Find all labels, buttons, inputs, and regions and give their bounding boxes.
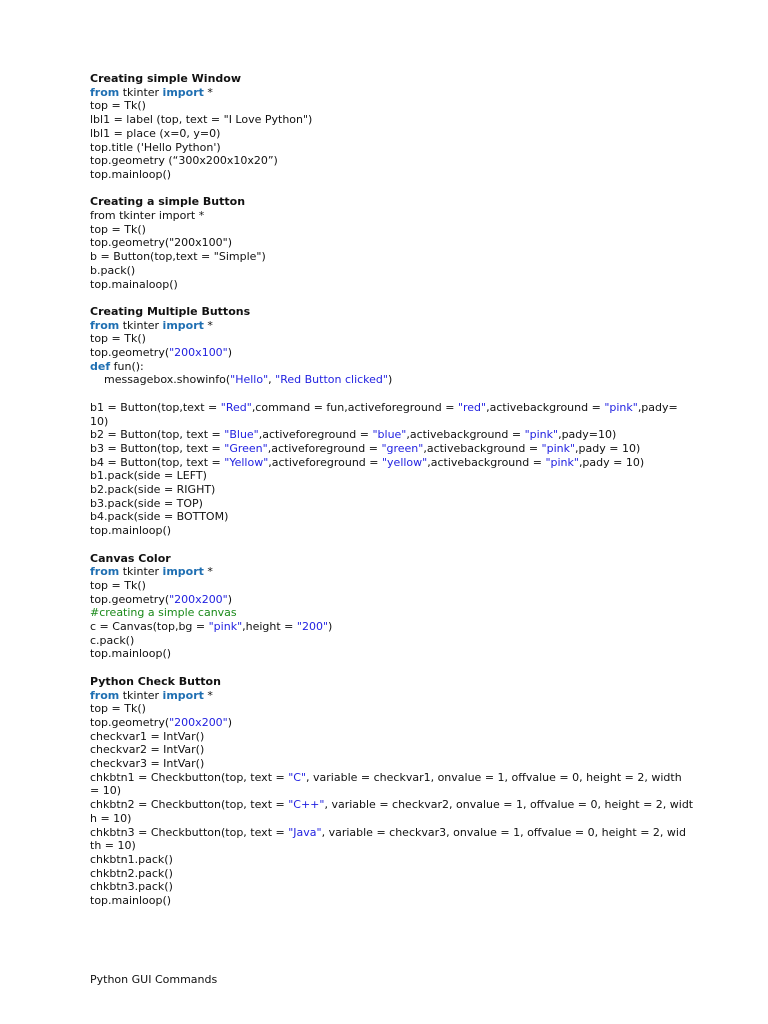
code-token: , variable = checkvar2, onvalue = 1, offvalue = 0, height = 2, widt <box>324 798 694 812</box>
code-line <box>90 415 690 429</box>
code-token: ) <box>227 346 233 360</box>
code-line <box>90 442 690 456</box>
code-line <box>90 702 690 716</box>
code-line <box>90 387 690 401</box>
section-heading: Creating Multiple Buttons <box>90 304 251 318</box>
code-line <box>90 319 690 333</box>
code-line <box>90 579 690 593</box>
code-section <box>90 552 690 662</box>
code-token: * <box>203 688 213 702</box>
string-token: "pink" <box>541 441 576 455</box>
code-line <box>90 647 690 661</box>
code-line <box>90 168 690 182</box>
string-token: "Green" <box>224 441 268 455</box>
string-token: "pink" <box>545 455 579 469</box>
string-token: "pink" <box>604 400 638 414</box>
code-token: chkbtn3.pack() <box>90 880 173 894</box>
code-line <box>90 86 690 100</box>
code-token: top = Tk() <box>90 702 146 716</box>
code-line <box>90 771 690 785</box>
code-token: c.pack() <box>90 633 135 647</box>
string-token: "green" <box>381 441 424 455</box>
code-token: b4 = Button(top, text = <box>90 455 225 469</box>
code-line <box>90 428 690 442</box>
code-line <box>90 730 690 744</box>
code-line <box>90 510 690 524</box>
code-line <box>90 784 690 798</box>
code-token: b4.pack(side = BOTTOM) <box>90 510 229 524</box>
code-token: * <box>203 318 213 332</box>
code-token: b2.pack(side = RIGHT) <box>90 483 216 497</box>
code-line <box>90 826 690 840</box>
string-token: "red" <box>457 400 487 414</box>
code-token: chkbtn1.pack() <box>90 853 173 866</box>
keyword-token: import <box>162 85 204 99</box>
string-token: "200x200" <box>169 592 228 606</box>
code-line <box>90 689 690 703</box>
code-line <box>90 839 690 853</box>
code-token: 10) <box>90 414 109 428</box>
code-token: ,activebackground = <box>486 400 605 414</box>
code-line <box>90 483 690 497</box>
code-token: ) <box>328 620 333 634</box>
string-token: "blue" <box>372 428 407 442</box>
code-line <box>90 524 690 538</box>
code-token: top.mainloop() <box>90 894 172 908</box>
code-token: th = 10) <box>90 839 136 853</box>
code-token: checkvar1 = IntVar() <box>90 729 205 743</box>
code-section <box>90 305 690 538</box>
code-token: ,pady = 10) <box>578 455 645 469</box>
code-token: , variable = checkvar1, onvalue = 1, offvalue = 0, height = 2, width <box>306 770 682 784</box>
code-line <box>90 154 690 168</box>
section-heading: Python Check Button <box>90 674 221 688</box>
code-section <box>90 674 694 908</box>
code-token: ,pady= <box>637 400 678 414</box>
code-token: ,command = fun,activeforeground = <box>251 400 458 414</box>
code-line <box>90 236 690 250</box>
code-token: chkbtn2.pack() <box>90 866 173 880</box>
code-line <box>90 880 690 894</box>
code-line <box>90 223 690 237</box>
code-line <box>90 853 690 867</box>
code-token: ,activeforeground = <box>267 441 382 455</box>
code-token: lbl1 = label (top, text = "I Love Python") <box>90 113 313 127</box>
code-token: * <box>203 565 213 579</box>
code-token: top.mainloop() <box>90 167 172 181</box>
code-line <box>90 373 690 387</box>
code-token: top.geometry( <box>90 346 170 360</box>
code-line <box>90 141 690 155</box>
code-line <box>90 593 690 607</box>
code-token: chkbtn3 = Checkbutton(top, text = <box>90 825 289 839</box>
string-token: "Red" <box>220 400 252 414</box>
code-token: ,activeforeground = <box>268 455 382 469</box>
code-token: top.mainaloop() <box>90 277 178 291</box>
code-line <box>90 278 690 292</box>
code-section <box>90 195 690 291</box>
code-token: top = Tk() <box>90 578 146 592</box>
code-token: b1 = Button(top,text = <box>90 400 221 414</box>
code-token: * <box>203 85 213 99</box>
keyword-token: from <box>90 565 120 579</box>
code-line <box>90 469 690 483</box>
string-token: "200x100" <box>169 346 228 360</box>
code-token: top.mainloop() <box>90 524 172 538</box>
string-token: "Java" <box>288 825 322 839</box>
code-line <box>90 620 690 634</box>
code-token: ,activebackground = <box>406 428 525 442</box>
code-token: , <box>268 373 276 387</box>
code-token: ) <box>227 715 233 729</box>
code-line <box>90 250 690 264</box>
page-footer: Python GUI Commands <box>90 973 218 986</box>
code-token: ,pady=10) <box>558 428 617 442</box>
section-heading: Creating a simple Button <box>90 195 246 209</box>
string-token: "yellow" <box>381 455 428 469</box>
code-token: h = 10) <box>90 811 132 825</box>
keyword-token: from <box>90 85 120 99</box>
code-line <box>90 264 690 278</box>
code-line <box>90 743 690 757</box>
code-token: top.title ('Hello Python') <box>90 140 221 154</box>
section-spacer <box>90 538 690 552</box>
code-line <box>90 867 690 881</box>
code-line <box>90 497 690 511</box>
code-line <box>90 757 690 771</box>
code-line <box>90 99 690 113</box>
keyword-token: from <box>90 318 120 332</box>
section-spacer <box>90 291 690 305</box>
code-token: top.geometry (“300x200x10x20”) <box>90 154 278 168</box>
code-section <box>90 72 690 182</box>
string-token: "Yellow" <box>224 455 269 469</box>
code-line <box>90 716 690 730</box>
code-token: ,pady = 10) <box>575 441 641 455</box>
code-line <box>90 798 694 812</box>
code-token: ) <box>227 592 233 606</box>
keyword-token: def <box>90 359 111 373</box>
keyword-token: import <box>162 565 204 579</box>
string-token: "pink" <box>524 428 559 442</box>
code-token: tkinter <box>119 318 163 332</box>
code-line <box>90 812 690 826</box>
code-token: ,height = <box>242 620 297 634</box>
code-line <box>90 456 690 470</box>
code-line <box>90 894 690 908</box>
string-token: "Hello" <box>230 373 269 387</box>
code-token: messagebox.showinfo( <box>90 373 231 387</box>
code-token: fun(): <box>110 359 144 373</box>
code-token: b = Button(top,text = "Simple") <box>90 250 266 264</box>
code-token: c = Canvas(top,bg = <box>90 620 209 634</box>
code-token: , variable = checkvar3, onvalue = 1, offvalue = 0, height = 2, wid <box>321 825 686 839</box>
code-line <box>90 360 690 374</box>
keyword-token: import <box>162 318 204 332</box>
string-token: "200x200" <box>169 715 228 729</box>
keyword-token: import <box>162 688 204 702</box>
section-spacer <box>90 661 690 675</box>
string-token: "Blue" <box>224 428 259 442</box>
code-line <box>90 113 690 127</box>
code-line <box>90 634 690 648</box>
code-line <box>90 346 690 360</box>
code-token: lbl1 = place (x=0, y=0) <box>90 126 221 140</box>
code-token: chkbtn1 = Checkbutton(top, text = <box>90 770 289 784</box>
code-line <box>90 606 690 620</box>
code-line <box>90 565 690 579</box>
string-token: "C++" <box>288 798 325 812</box>
code-token: chkbtn2 = Checkbutton(top, text = <box>90 798 289 812</box>
code-line <box>90 209 690 223</box>
code-token: checkvar2 = IntVar() <box>90 743 205 757</box>
code-token: top.geometry( <box>90 592 170 606</box>
code-token: ,activeforeground = <box>258 428 373 442</box>
comment-token: #creating a simple canvas <box>90 606 237 620</box>
section-heading: Creating simple Window <box>90 72 241 85</box>
code-token: top = Tk() <box>90 99 146 113</box>
code-token: ) <box>387 373 393 387</box>
code-token: b1.pack(side = LEFT) <box>90 469 207 483</box>
code-token: ,activebackground = <box>423 441 542 455</box>
code-token: top = Tk() <box>90 332 146 346</box>
code-token: b2 = Button(top, text = <box>90 428 225 442</box>
code-line <box>90 127 690 141</box>
code-line <box>90 401 690 415</box>
code-token: ,activebackground = <box>427 455 546 469</box>
code-token: tkinter <box>119 85 163 99</box>
keyword-token: from <box>90 688 120 702</box>
document-body <box>90 72 694 908</box>
code-token: tkinter <box>119 688 163 702</box>
code-token: checkvar3 = IntVar() <box>90 757 205 771</box>
string-token: "C" <box>288 770 307 784</box>
code-token: = 10) <box>90 784 122 798</box>
code-token: top.geometry("200x100") <box>90 236 233 250</box>
code-token: top.mainloop() <box>90 647 172 661</box>
code-token: tkinter <box>119 565 163 579</box>
section-heading: Canvas Color <box>90 551 171 565</box>
code-token: top = Tk() <box>90 222 146 236</box>
code-line <box>90 332 690 346</box>
string-token: "200" <box>296 620 329 634</box>
code-token: b3.pack(side = TOP) <box>90 496 203 510</box>
code-token: top.geometry( <box>90 715 170 729</box>
code-token: from tkinter import * <box>90 209 205 223</box>
string-token: "Red Button clicked" <box>275 373 388 387</box>
section-spacer <box>90 182 690 196</box>
string-token: "pink" <box>208 620 243 634</box>
code-token: b3 = Button(top, text = <box>90 441 225 455</box>
code-token: b.pack() <box>90 263 136 277</box>
